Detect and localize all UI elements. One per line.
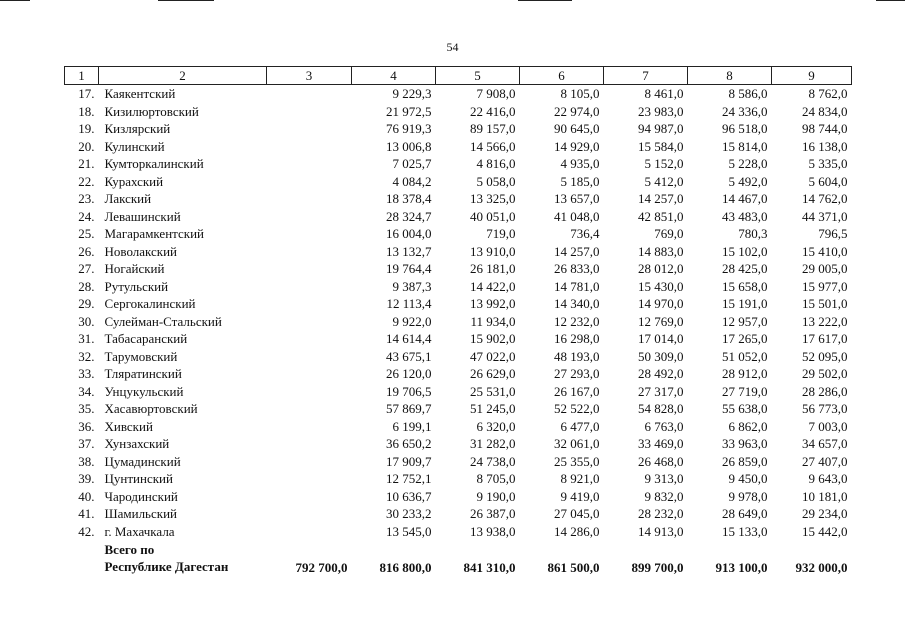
value-cell: 57 869,7 bbox=[386, 401, 432, 416]
value-cell: 89 157,0 bbox=[470, 121, 516, 136]
value-cell: 14 566,0 bbox=[470, 138, 516, 154]
value-cell: 9 832,0 bbox=[644, 488, 684, 504]
value-cell: 98 744,0 bbox=[802, 121, 848, 136]
value-cell: 16 004,0 bbox=[386, 226, 432, 241]
value-cell: 8 461,0 bbox=[644, 86, 684, 101]
value-cell: 28 649,0 bbox=[722, 506, 768, 521]
value-cell-col3 bbox=[267, 453, 352, 471]
value-cell: 26 167,0 bbox=[554, 383, 600, 399]
top-rule-center-right bbox=[518, 0, 572, 1]
district-name: Табасаранский bbox=[104, 331, 188, 346]
value-cell: 41 048,0 bbox=[554, 208, 600, 224]
total-value: 816 800,0 bbox=[379, 560, 432, 575]
value-cell: 26 181,0 bbox=[470, 261, 516, 276]
value-cell: 13 006,8 bbox=[386, 138, 432, 154]
district-name: Хасавюртовский bbox=[104, 401, 198, 416]
value-cell: 26 833,0 bbox=[554, 261, 600, 276]
row-number: 32. bbox=[78, 348, 95, 364]
value-cell: 14 257,0 bbox=[554, 243, 600, 259]
value-cell: 23 983,0 bbox=[638, 103, 684, 119]
row-number: 31. bbox=[78, 331, 95, 346]
value-cell: 54 828,0 bbox=[638, 401, 684, 416]
row-number: 18. bbox=[78, 103, 95, 119]
value-cell-col3 bbox=[267, 330, 352, 348]
value-cell-col3 bbox=[267, 138, 352, 156]
value-cell: 30 233,2 bbox=[386, 506, 432, 521]
row-number: 38. bbox=[78, 453, 95, 469]
value-cell: 51 245,0 bbox=[470, 401, 516, 416]
value-cell: 7 025,7 bbox=[392, 156, 432, 171]
row-number: 22. bbox=[78, 173, 95, 189]
value-cell: 47 022,0 bbox=[470, 348, 516, 364]
value-cell-col3 bbox=[267, 470, 352, 488]
value-cell: 34 657,0 bbox=[802, 436, 848, 451]
value-cell: 14 913,0 bbox=[638, 523, 684, 539]
district-name: Чародинский bbox=[104, 488, 178, 504]
value-cell: 14 467,0 bbox=[722, 191, 768, 206]
value-cell: 55 638,0 bbox=[722, 401, 768, 416]
header-cell: 7 bbox=[604, 67, 688, 85]
district-name: Хивский bbox=[104, 418, 153, 434]
value-cell: 769,0 bbox=[654, 226, 684, 241]
value-cell: 26 859,0 bbox=[722, 453, 768, 469]
value-cell: 15 430,0 bbox=[638, 278, 684, 294]
value-cell: 32 061,0 bbox=[554, 436, 600, 451]
table-row bbox=[65, 505, 852, 523]
row-number: 40. bbox=[78, 488, 95, 504]
value-cell: 13 325,0 bbox=[470, 191, 516, 206]
value-cell: 13 132,7 bbox=[386, 243, 432, 259]
value-cell: 6 477,0 bbox=[560, 418, 600, 434]
value-cell-col3 bbox=[267, 225, 352, 243]
value-cell-col3 bbox=[267, 295, 352, 313]
row-number: 24. bbox=[78, 208, 95, 224]
value-cell: 15 501,0 bbox=[802, 296, 848, 311]
table-row bbox=[65, 435, 852, 453]
top-rule-center-left bbox=[158, 0, 214, 1]
value-cell: 796,5 bbox=[818, 226, 848, 241]
value-cell: 10 636,7 bbox=[386, 488, 432, 504]
value-cell: 96 518,0 bbox=[722, 121, 768, 136]
value-cell: 5 412,0 bbox=[644, 173, 684, 189]
value-cell-col3 bbox=[267, 435, 352, 453]
value-cell: 15 658,0 bbox=[722, 278, 768, 294]
value-cell: 40 051,0 bbox=[470, 208, 516, 224]
table-row bbox=[65, 523, 852, 541]
total-value: 861 500,0 bbox=[547, 560, 600, 575]
table-row bbox=[65, 225, 852, 243]
district-name: Кумторкалинский bbox=[104, 156, 204, 171]
total-label-line2: Республике Дагестан bbox=[104, 559, 229, 574]
value-cell: 15 814,0 bbox=[722, 138, 768, 154]
value-cell: 7 003,0 bbox=[808, 418, 848, 434]
value-cell: 29 005,0 bbox=[802, 261, 848, 276]
value-cell: 15 902,0 bbox=[470, 331, 516, 346]
value-cell: 9 419,0 bbox=[560, 488, 600, 504]
row-number: 33. bbox=[78, 366, 95, 381]
value-cell: 14 883,0 bbox=[638, 243, 684, 259]
value-cell: 43 675,1 bbox=[386, 348, 432, 364]
value-cell: 50 309,0 bbox=[638, 348, 684, 364]
value-cell: 26 629,0 bbox=[470, 366, 516, 381]
value-cell: 13 938,0 bbox=[470, 523, 516, 539]
value-cell: 15 133,0 bbox=[722, 523, 768, 539]
district-name: Сулейман-Стальский bbox=[104, 313, 222, 329]
value-cell: 8 921,0 bbox=[560, 471, 600, 486]
district-name: Магарамкентский bbox=[104, 226, 204, 241]
value-cell: 14 422,0 bbox=[470, 278, 516, 294]
value-cell: 9 643,0 bbox=[808, 471, 848, 486]
value-cell-col3 bbox=[267, 418, 352, 436]
value-cell-col3 bbox=[267, 208, 352, 226]
value-cell: 14 614,4 bbox=[386, 331, 432, 346]
value-cell: 27 045,0 bbox=[554, 506, 600, 521]
value-cell: 15 102,0 bbox=[722, 243, 768, 259]
value-cell: 13 657,0 bbox=[554, 191, 600, 206]
district-name: Кизилюртовский bbox=[104, 103, 199, 119]
value-cell: 56 773,0 bbox=[802, 401, 848, 416]
value-cell: 14 929,0 bbox=[554, 138, 600, 154]
value-cell: 12 957,0 bbox=[722, 313, 768, 329]
value-cell: 9 922,0 bbox=[392, 313, 432, 329]
value-cell: 17 617,0 bbox=[802, 331, 848, 346]
value-cell: 5 185,0 bbox=[560, 173, 600, 189]
value-cell: 9 229,3 bbox=[392, 86, 432, 101]
table-row bbox=[65, 85, 852, 103]
district-name: Тляратинский bbox=[104, 366, 182, 381]
value-cell: 29 502,0 bbox=[802, 366, 848, 381]
header-cell: 5 bbox=[436, 67, 520, 85]
total-value: 841 310,0 bbox=[463, 560, 516, 575]
value-cell: 4 935,0 bbox=[560, 156, 600, 171]
value-cell: 28 912,0 bbox=[722, 366, 768, 381]
value-cell: 15 410,0 bbox=[802, 243, 848, 259]
value-cell: 9 190,0 bbox=[476, 488, 516, 504]
row-number: 27. bbox=[78, 261, 95, 276]
value-cell: 6 199,1 bbox=[392, 418, 432, 434]
value-cell: 13 222,0 bbox=[802, 313, 848, 329]
header-cell: 4 bbox=[352, 67, 436, 85]
value-cell-col3 bbox=[267, 400, 352, 418]
value-cell: 28 324,7 bbox=[386, 208, 432, 224]
header-cell: 2 bbox=[99, 67, 267, 85]
row-number: 30. bbox=[78, 313, 95, 329]
value-cell: 736,4 bbox=[570, 226, 600, 241]
table-row bbox=[65, 208, 852, 226]
value-cell: 14 762,0 bbox=[802, 191, 848, 206]
table-row bbox=[65, 295, 852, 313]
value-cell: 12 232,0 bbox=[554, 313, 600, 329]
district-name: Хунзахский bbox=[104, 436, 170, 451]
value-cell: 25 531,0 bbox=[470, 383, 516, 399]
total-value: 899 700,0 bbox=[631, 560, 684, 575]
value-cell: 16 298,0 bbox=[554, 331, 600, 346]
value-cell: 13 545,0 bbox=[386, 523, 432, 539]
value-cell-col3 bbox=[267, 488, 352, 506]
value-cell: 43 483,0 bbox=[722, 208, 768, 224]
value-cell: 22 974,0 bbox=[554, 103, 600, 119]
value-cell: 27 317,0 bbox=[638, 383, 684, 399]
value-cell: 48 193,0 bbox=[554, 348, 600, 364]
value-cell: 8 705,0 bbox=[476, 471, 516, 486]
value-cell: 12 113,4 bbox=[386, 296, 432, 311]
row-number: 23. bbox=[78, 191, 95, 206]
value-cell-col3 bbox=[267, 190, 352, 208]
value-cell: 28 012,0 bbox=[638, 261, 684, 276]
table-row bbox=[65, 330, 852, 348]
total-value: 913 100,0 bbox=[715, 560, 768, 575]
value-cell: 14 286,0 bbox=[554, 523, 600, 539]
row-number: 37. bbox=[78, 436, 95, 451]
value-cell: 14 257,0 bbox=[638, 191, 684, 206]
table-row bbox=[65, 120, 852, 138]
value-cell: 15 191,0 bbox=[722, 296, 768, 311]
table-row bbox=[65, 313, 852, 331]
value-cell-col3 bbox=[267, 155, 352, 173]
value-cell: 15 584,0 bbox=[638, 138, 684, 154]
row-number: 25. bbox=[78, 226, 95, 241]
row-number: 17. bbox=[78, 86, 95, 101]
table-row bbox=[65, 365, 852, 383]
value-cell: 28 286,0 bbox=[802, 383, 848, 399]
value-cell: 780,3 bbox=[738, 226, 768, 241]
table-row bbox=[65, 453, 852, 471]
value-cell: 29 234,0 bbox=[802, 506, 848, 521]
value-cell: 19 706,5 bbox=[386, 383, 432, 399]
value-cell: 14 781,0 bbox=[554, 278, 600, 294]
value-cell-col3 bbox=[267, 120, 352, 138]
value-cell-col3 bbox=[267, 85, 352, 103]
value-cell: 16 138,0 bbox=[802, 138, 848, 154]
value-cell: 24 336,0 bbox=[722, 103, 768, 119]
value-cell: 28 232,0 bbox=[638, 506, 684, 521]
value-cell: 12 769,0 bbox=[638, 313, 684, 329]
value-cell: 5 492,0 bbox=[728, 173, 768, 189]
value-cell: 6 763,0 bbox=[644, 418, 684, 434]
row-number: 19. bbox=[78, 121, 95, 136]
value-cell: 90 645,0 bbox=[554, 121, 600, 136]
value-cell-col3 bbox=[267, 523, 352, 541]
district-name: Каякентский bbox=[104, 86, 176, 101]
value-cell-col3 bbox=[267, 348, 352, 366]
value-cell: 12 752,1 bbox=[386, 471, 432, 486]
row-number: 29. bbox=[78, 296, 95, 311]
row-number: 34. bbox=[78, 383, 95, 399]
row-number: 35. bbox=[78, 401, 95, 416]
top-rule-right bbox=[876, 0, 905, 1]
value-cell: 9 313,0 bbox=[644, 471, 684, 486]
value-cell: 15 442,0 bbox=[802, 523, 848, 539]
value-cell: 719,0 bbox=[486, 226, 516, 241]
district-name: г. Махачкала bbox=[104, 523, 175, 539]
value-cell: 8 586,0 bbox=[728, 86, 768, 101]
value-cell: 6 320,0 bbox=[476, 418, 516, 434]
value-cell: 28 492,0 bbox=[638, 366, 684, 381]
value-cell: 10 181,0 bbox=[802, 488, 848, 504]
value-cell: 27 293,0 bbox=[554, 366, 600, 381]
district-name: Новолакский bbox=[104, 243, 178, 259]
header-cell: 6 bbox=[520, 67, 604, 85]
value-cell: 4 816,0 bbox=[476, 156, 516, 171]
row-number: 21. bbox=[78, 156, 95, 171]
district-name: Курахский bbox=[104, 173, 164, 189]
header-cell: 8 bbox=[688, 67, 772, 85]
header-cell: 9 bbox=[772, 67, 852, 85]
value-cell: 52 095,0 bbox=[802, 348, 848, 364]
value-cell: 28 425,0 bbox=[722, 261, 768, 276]
table-row bbox=[65, 278, 852, 296]
page-number: 54 bbox=[446, 40, 459, 54]
value-cell: 17 909,7 bbox=[386, 453, 432, 469]
value-cell: 76 919,3 bbox=[386, 121, 432, 136]
value-cell: 27 719,0 bbox=[722, 383, 768, 399]
row-number: 41. bbox=[78, 506, 95, 521]
table-row bbox=[65, 173, 852, 191]
table-row bbox=[65, 190, 852, 208]
value-cell: 9 450,0 bbox=[728, 471, 768, 486]
value-cell-col3 bbox=[267, 505, 352, 523]
district-name: Кизлярский bbox=[104, 121, 171, 136]
value-cell: 24 834,0 bbox=[802, 103, 848, 119]
district-name: Унцукульский bbox=[104, 383, 184, 399]
table-row bbox=[65, 155, 852, 173]
value-cell-col3 bbox=[267, 313, 352, 331]
total-value: 792 700,0 bbox=[295, 560, 348, 575]
value-cell: 14 970,0 bbox=[638, 296, 684, 311]
value-cell: 27 407,0 bbox=[802, 453, 848, 469]
value-cell-col3 bbox=[267, 260, 352, 278]
row-number: 20. bbox=[78, 138, 95, 154]
table-row bbox=[65, 383, 852, 401]
value-cell: 8 762,0 bbox=[808, 86, 848, 101]
value-cell-col3 bbox=[267, 383, 352, 401]
district-name: Цунтинский bbox=[104, 471, 173, 486]
table-row bbox=[65, 400, 852, 418]
value-cell: 7 908,0 bbox=[476, 86, 516, 101]
value-cell: 13 910,0 bbox=[470, 243, 516, 259]
value-cell-col3 bbox=[267, 365, 352, 383]
value-cell: 13 992,0 bbox=[470, 296, 516, 311]
district-name: Цумадинский bbox=[104, 453, 181, 469]
value-cell-col3 bbox=[267, 278, 352, 296]
value-cell: 9 978,0 bbox=[728, 488, 768, 504]
district-name: Рутульский bbox=[104, 278, 169, 294]
total-label-line1: Всего по bbox=[104, 542, 155, 557]
value-cell-col3 bbox=[267, 173, 352, 191]
value-cell: 4 084,2 bbox=[392, 173, 432, 189]
table-row bbox=[65, 260, 852, 278]
value-cell: 51 052,0 bbox=[722, 348, 768, 364]
table-row bbox=[65, 138, 852, 156]
total-row bbox=[65, 540, 852, 576]
value-cell: 31 282,0 bbox=[470, 436, 516, 451]
table-row bbox=[65, 470, 852, 488]
value-cell: 5 604,0 bbox=[808, 173, 848, 189]
value-cell: 17 014,0 bbox=[638, 331, 684, 346]
value-cell: 24 738,0 bbox=[470, 453, 516, 469]
district-name: Левашинский bbox=[104, 208, 181, 224]
table-row bbox=[65, 243, 852, 261]
value-cell: 18 378,4 bbox=[386, 191, 432, 206]
value-cell: 14 340,0 bbox=[554, 296, 600, 311]
value-cell: 26 387,0 bbox=[470, 506, 516, 521]
value-cell: 26 120,0 bbox=[386, 366, 432, 381]
table-row bbox=[65, 488, 852, 506]
value-cell: 26 468,0 bbox=[638, 453, 684, 469]
value-cell: 25 355,0 bbox=[554, 453, 600, 469]
total-label bbox=[99, 540, 267, 576]
value-cell: 22 416,0 bbox=[470, 103, 516, 119]
value-cell: 17 265,0 bbox=[722, 331, 768, 346]
district-name: Тарумовский bbox=[104, 348, 178, 364]
table-row bbox=[65, 348, 852, 366]
district-name: Сергокалинский bbox=[104, 296, 196, 311]
row-number: 26. bbox=[78, 243, 95, 259]
value-cell: 21 972,5 bbox=[386, 103, 432, 119]
value-cell: 42 851,0 bbox=[638, 208, 684, 224]
district-name: Лакский bbox=[104, 191, 152, 206]
header-row bbox=[65, 67, 852, 85]
value-cell-col3 bbox=[267, 103, 352, 121]
value-cell: 9 387,3 bbox=[392, 278, 432, 294]
value-cell: 11 934,0 bbox=[470, 313, 516, 329]
row-number: 39. bbox=[78, 471, 95, 486]
value-cell: 33 963,0 bbox=[722, 436, 768, 451]
header-cell: 3 bbox=[267, 67, 352, 85]
value-cell: 8 105,0 bbox=[560, 86, 600, 101]
table-row bbox=[65, 418, 852, 436]
row-number: 42. bbox=[78, 523, 95, 539]
value-cell: 33 469,0 bbox=[638, 436, 684, 451]
value-cell: 5 058,0 bbox=[476, 173, 516, 189]
value-cell: 52 522,0 bbox=[554, 401, 600, 416]
value-cell: 5 152,0 bbox=[644, 156, 684, 171]
value-cell: 94 987,0 bbox=[638, 121, 684, 136]
district-name: Кулинский bbox=[104, 138, 165, 154]
district-name: Шамильский bbox=[104, 506, 177, 521]
value-cell: 19 764,4 bbox=[386, 261, 432, 276]
value-cell: 5 228,0 bbox=[728, 156, 768, 171]
value-cell-col3 bbox=[267, 243, 352, 261]
value-cell: 15 977,0 bbox=[802, 278, 848, 294]
value-cell: 5 335,0 bbox=[808, 156, 848, 171]
value-cell: 36 650,2 bbox=[386, 436, 432, 451]
row-number: 28. bbox=[78, 278, 95, 294]
district-name: Ногайский bbox=[104, 261, 165, 276]
row-number: 36. bbox=[78, 418, 95, 434]
top-rule-left bbox=[0, 0, 30, 1]
header-cell: 1 bbox=[65, 67, 99, 85]
total-value: 932 000,0 bbox=[795, 560, 848, 575]
value-cell: 6 862,0 bbox=[728, 418, 768, 434]
table-row bbox=[65, 103, 852, 121]
budget-table bbox=[64, 66, 852, 576]
value-cell: 44 371,0 bbox=[802, 208, 848, 224]
total-number-cell bbox=[65, 540, 99, 576]
